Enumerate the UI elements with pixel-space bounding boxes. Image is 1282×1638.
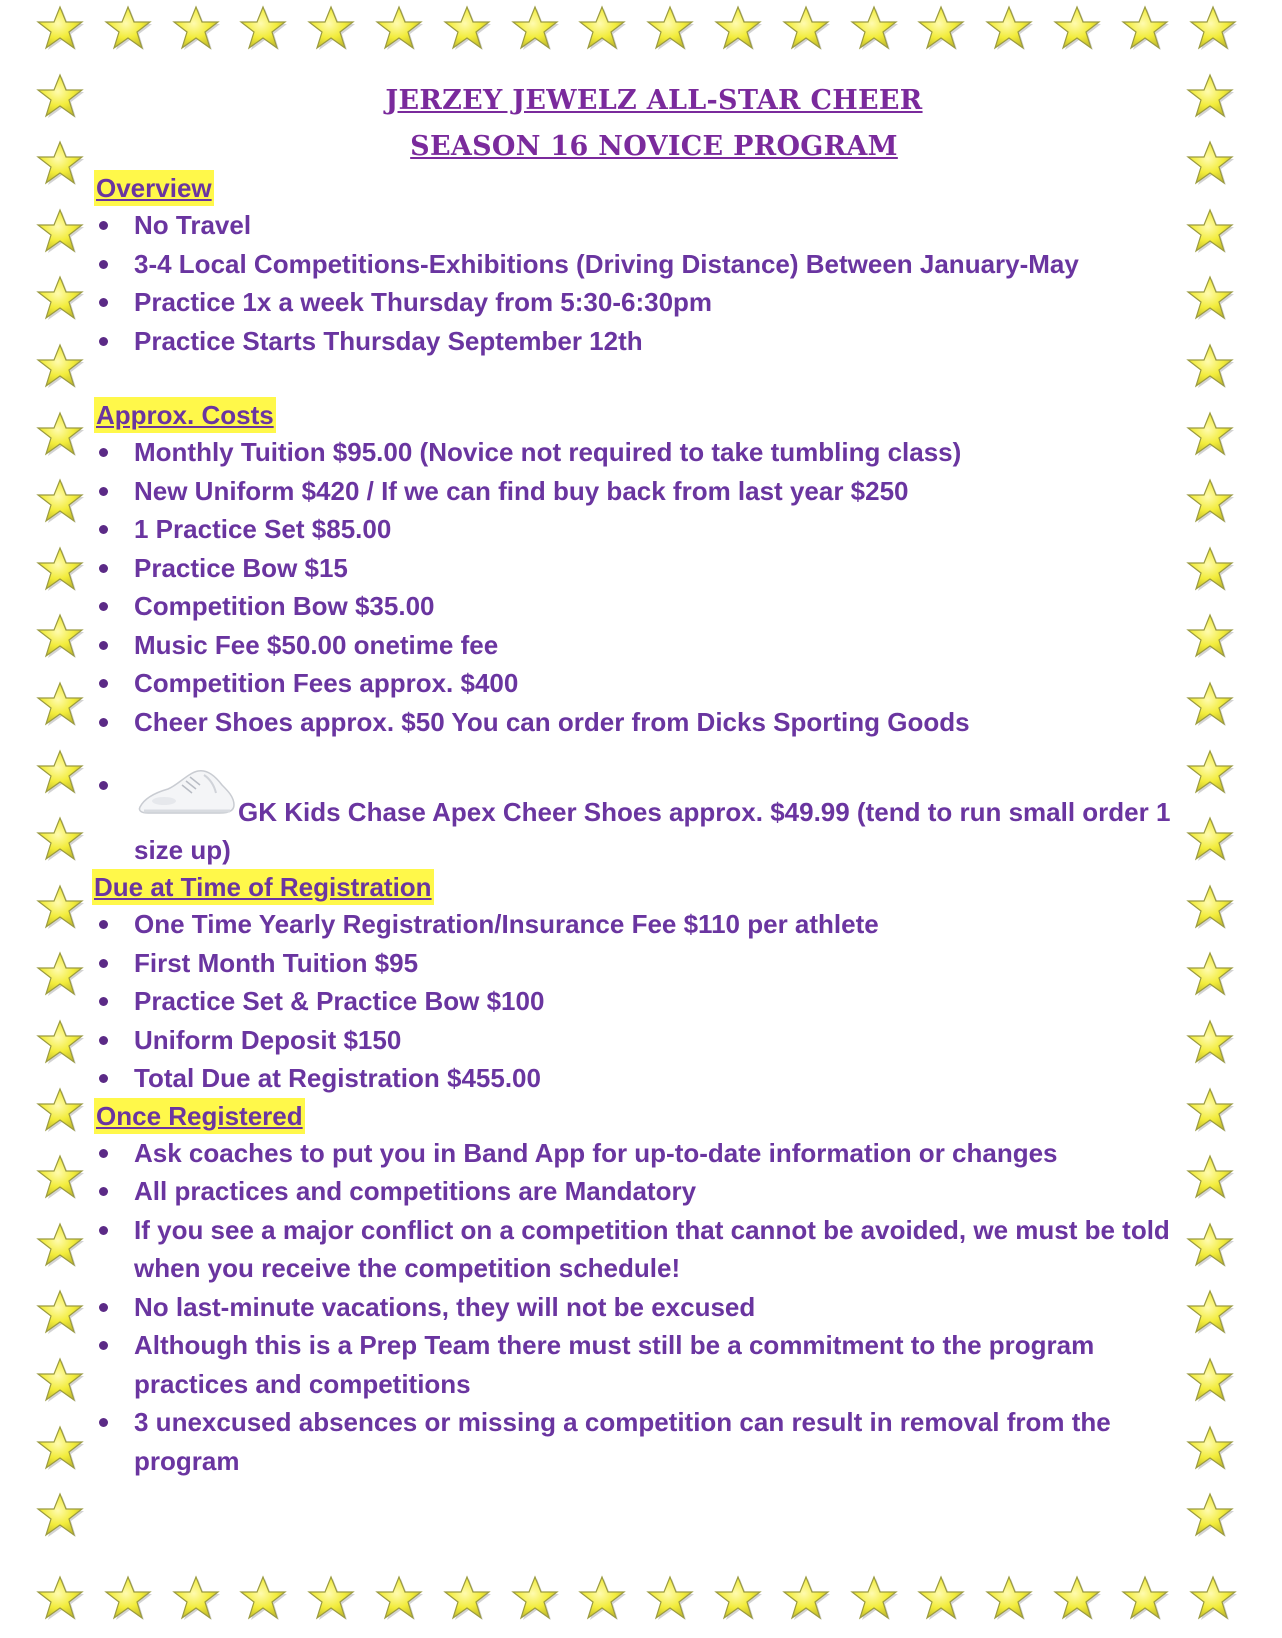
star-icon	[35, 1357, 85, 1407]
star-icon	[713, 5, 763, 55]
shoe-line-1: GK Kids Chase Apex Cheer Shoes approx. $49.99 (tend to run small order 1	[238, 797, 1171, 827]
list-item: Total Due at Registration $455.00	[94, 1059, 1214, 1098]
star-icon	[35, 343, 85, 393]
list-item: Practice Set & Practice Bow $100	[94, 982, 1214, 1021]
document-body	[94, 78, 1214, 1480]
list-item: Competition Fees approx. $400	[94, 664, 1214, 703]
shoe-line-2: size up)	[134, 835, 231, 865]
star-icon	[374, 5, 424, 55]
star-icon	[35, 681, 85, 731]
star-icon	[35, 208, 85, 258]
star-icon	[35, 816, 85, 866]
star-icon	[35, 613, 85, 663]
star-icon	[442, 5, 492, 55]
registered-list	[94, 1134, 1214, 1481]
list-item: No Travel	[94, 206, 1214, 245]
list-item: Practice Starts Thursday September 12th	[94, 322, 1214, 361]
star-icon	[35, 411, 85, 461]
star-icon	[1185, 1492, 1235, 1542]
list-item: Ask coaches to put you in Band App for up-to-date information or changes	[94, 1134, 1214, 1173]
star-icon	[171, 1575, 221, 1625]
list-item: No last-minute vacations, they will not be excused	[94, 1288, 1214, 1327]
star-icon	[1120, 1575, 1170, 1625]
star-icon	[306, 1575, 356, 1625]
star-icon	[849, 5, 899, 55]
star-icon	[35, 546, 85, 596]
list-item: Music Fee $50.00 onetime fee	[94, 626, 1214, 665]
registered-heading: Once Registered	[94, 1098, 305, 1134]
registration-heading: Due at Time of Registration	[92, 869, 434, 905]
star-icon	[577, 1575, 627, 1625]
costs-list	[94, 433, 1214, 869]
star-icon	[35, 1575, 85, 1625]
star-icon	[984, 1575, 1034, 1625]
star-icon	[1120, 5, 1170, 55]
list-item: If you see a major conflict on a competition that cannot be avoided, we must be told when you receive the competition schedule!	[94, 1211, 1214, 1288]
star-icon	[35, 1289, 85, 1339]
star-icon	[1188, 1575, 1238, 1625]
star-icon	[35, 1222, 85, 1272]
list-item: Uniform Deposit $150	[94, 1021, 1214, 1060]
star-icon	[916, 5, 966, 55]
overview-list	[94, 206, 1214, 360]
star-icon	[103, 5, 153, 55]
list-item: One Time Yearly Registration/Insurance Fee $110 per athlete	[94, 905, 1214, 944]
list-item: Monthly Tuition $95.00 (Novice not required to take tumbling class)	[94, 433, 1214, 472]
overview-heading: Overview	[94, 170, 214, 206]
page-title	[94, 78, 1214, 170]
star-icon	[103, 1575, 153, 1625]
star-icon	[35, 951, 85, 1001]
star-icon	[510, 1575, 560, 1625]
star-icon	[1188, 5, 1238, 55]
list-item: New Uniform $420 / If we can find buy back from last year $250	[94, 472, 1214, 511]
star-icon	[1052, 5, 1102, 55]
registered-section	[94, 1098, 1214, 1481]
star-icon	[849, 1575, 899, 1625]
list-item: All practices and competitions are Mandatory	[94, 1172, 1214, 1211]
star-icon	[1052, 1575, 1102, 1625]
title-line-1: JERZEY JEWELZ ALL-STAR CHEER	[385, 85, 923, 116]
list-item: Although this is a Prep Team there must still be a commitment to the program practices and competitions	[94, 1326, 1134, 1403]
star-icon	[238, 1575, 288, 1625]
star-icon	[35, 1154, 85, 1204]
overview-section	[94, 170, 1214, 360]
star-icon	[238, 5, 288, 55]
list-item: Practice 1x a week Thursday from 5:30-6:30pm	[94, 283, 1214, 322]
list-item: Competition Bow $35.00	[94, 587, 1214, 626]
star-icon	[35, 275, 85, 325]
star-icon	[35, 73, 85, 123]
star-icon	[35, 1492, 85, 1542]
list-item: Cheer Shoes approx. $50 You can order from Dicks Sporting Goods	[94, 703, 1214, 742]
star-icon	[35, 749, 85, 799]
star-icon	[442, 1575, 492, 1625]
star-icon	[35, 5, 85, 55]
star-icon	[35, 1425, 85, 1475]
star-icon	[781, 1575, 831, 1625]
costs-section	[94, 397, 1214, 869]
star-icon	[35, 1087, 85, 1137]
star-icon	[781, 5, 831, 55]
star-icon	[171, 5, 221, 55]
list-item: Practice Bow $15	[94, 549, 1214, 588]
star-icon	[35, 478, 85, 528]
star-icon	[35, 884, 85, 934]
cheer-shoe-icon	[134, 763, 238, 823]
star-icon	[645, 5, 695, 55]
star-icon	[35, 1019, 85, 1069]
star-icon	[916, 1575, 966, 1625]
list-item: 3-4 Local Competitions-Exhibitions (Driving Distance) Between January-May	[94, 245, 1214, 284]
star-icon	[374, 1575, 424, 1625]
star-icon	[577, 5, 627, 55]
costs-heading: Approx. Costs	[94, 397, 276, 433]
registration-section	[92, 869, 1214, 1098]
registration-list	[94, 905, 1214, 1098]
star-icon	[645, 1575, 695, 1625]
list-item: 3 unexcused absences or missing a competition can result in removal from the program	[94, 1403, 1134, 1480]
shoe-list-item	[94, 741, 1214, 869]
list-item: 1 Practice Set $85.00	[94, 510, 1214, 549]
star-icon	[984, 5, 1034, 55]
list-item: First Month Tuition $95	[94, 944, 1214, 983]
star-icon	[510, 5, 560, 55]
star-icon	[35, 140, 85, 190]
title-line-2: SEASON 16 NOVICE PROGRAM	[410, 131, 898, 162]
star-icon	[306, 5, 356, 55]
star-icon	[713, 1575, 763, 1625]
